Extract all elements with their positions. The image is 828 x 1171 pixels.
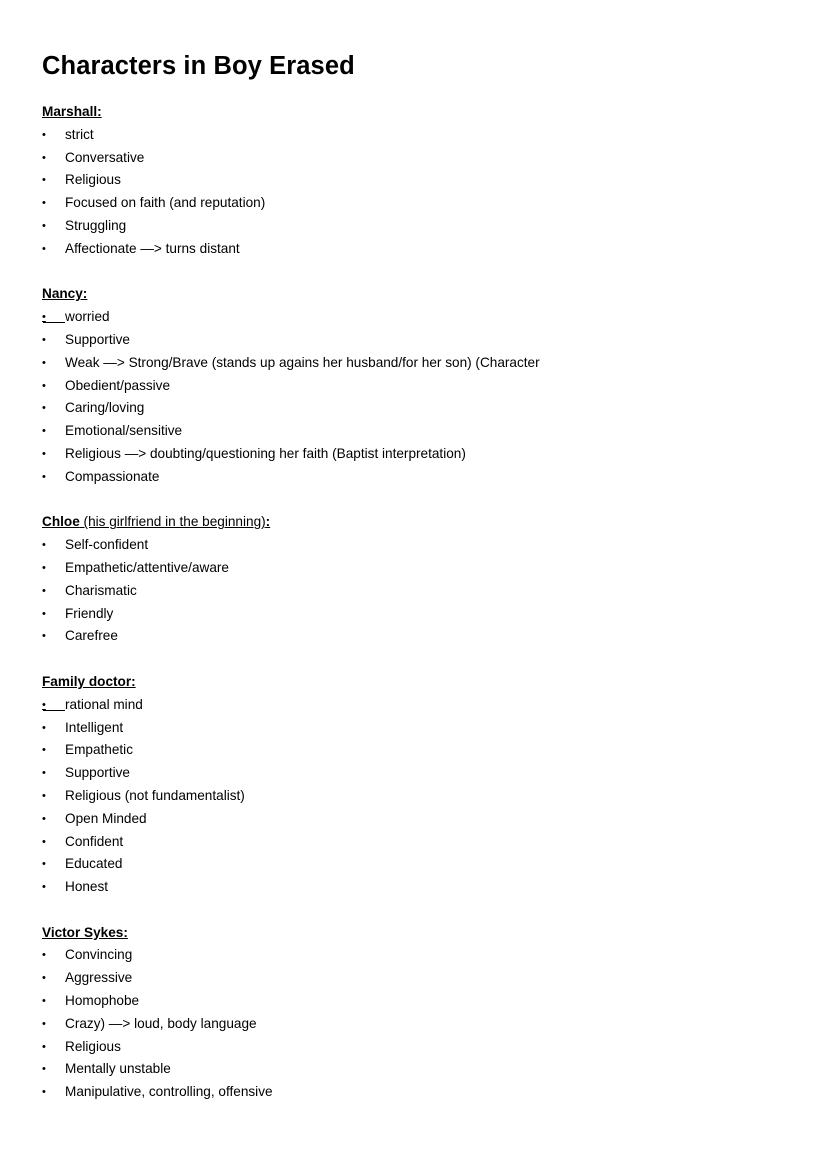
section-chloe <box>42 511 808 648</box>
bullet-icon: • <box>42 1040 46 1053</box>
list-item <box>42 329 808 352</box>
section-nancy <box>42 283 808 488</box>
list-item <box>42 762 808 785</box>
list-item <box>42 306 808 329</box>
bullet-icon: • <box>42 1086 46 1099</box>
bullet-icon: • <box>42 721 46 734</box>
list-item <box>42 1013 808 1036</box>
list-item <box>42 853 808 876</box>
section-heading-nancy <box>42 283 808 306</box>
bullet-icon: • <box>42 767 46 780</box>
bullet-icon: • <box>42 789 46 802</box>
list-item <box>42 603 808 626</box>
list-item-text: Religious <box>65 172 121 188</box>
list-item <box>42 625 808 648</box>
bullet-icon: • <box>42 584 46 597</box>
list-item-text: Compassionate <box>65 468 160 484</box>
list-item-text: Manipulative, controlling, offensive <box>65 1084 273 1100</box>
section-gap <box>42 261 808 284</box>
bullet-icon: • <box>42 128 46 141</box>
list-item-text: Honest <box>65 879 109 895</box>
heading-colon: : <box>265 514 271 530</box>
list-item-text: Religious —> doubting/questioning her faith (Baptist interpretation) <box>65 445 466 461</box>
list-item-text: Open Minded <box>65 810 147 826</box>
list-item-text: Emotional/sensitive <box>65 423 183 439</box>
list-item <box>42 1036 808 1059</box>
bullet-icon: • <box>42 1017 46 1030</box>
bullet-icon: • <box>42 356 46 369</box>
bullet-icon: • <box>42 995 46 1008</box>
section-gap <box>42 899 808 922</box>
list-item-text: Caring/loving <box>65 400 145 416</box>
list-item <box>42 169 808 192</box>
section-heading-family-doctor <box>42 671 808 694</box>
list-item-text: Religious <box>65 1038 121 1054</box>
list-item <box>42 352 808 375</box>
list-item-text: Carefree <box>65 628 118 644</box>
list-item <box>42 534 808 557</box>
document-page <box>42 50 808 1104</box>
trait-list-nancy <box>42 306 808 488</box>
list-item <box>42 1081 808 1104</box>
bullet-icon: • <box>42 744 46 757</box>
list-item-text: rational mind <box>65 696 143 712</box>
section-heading-victor-sykes <box>42 922 808 945</box>
list-item-text: Confident <box>65 833 124 849</box>
list-item-text: Supportive <box>65 765 130 781</box>
list-item-text: Self-confident <box>65 537 149 553</box>
list-item <box>42 215 808 238</box>
list-item <box>42 192 808 215</box>
bullet-icon: • <box>42 881 46 894</box>
list-item <box>42 580 808 603</box>
list-item <box>42 557 808 580</box>
bullet-icon: • <box>42 630 46 643</box>
list-item-text: Convincing <box>65 947 133 963</box>
list-item <box>42 831 808 854</box>
bullet-icon: • <box>42 197 46 210</box>
section-victor-sykes <box>42 922 808 1104</box>
heading-label: Chloe <box>42 514 80 530</box>
list-item-text: Focused on faith (and reputation) <box>65 195 266 211</box>
list-item-text: Aggressive <box>65 970 133 986</box>
bullet-icon: • <box>42 333 46 346</box>
list-item-text: Mentally unstable <box>65 1061 171 1077</box>
list-item-text: Homophobe <box>65 993 140 1009</box>
section-family-doctor <box>42 671 808 899</box>
heading-label: Nancy: <box>42 286 88 302</box>
section-gap <box>42 489 808 512</box>
list-item-text: Supportive <box>65 331 130 347</box>
list-item <box>42 944 808 967</box>
list-item-text: Conversative <box>65 149 145 165</box>
heading-label: Marshall: <box>42 104 102 119</box>
section-gap <box>42 648 808 671</box>
list-item <box>42 1058 808 1081</box>
list-item-text: Crazy) —> loud, body language <box>65 1015 257 1031</box>
bullet-icon: • <box>42 425 46 438</box>
list-item <box>42 785 808 808</box>
list-item <box>42 967 808 990</box>
list-item <box>42 876 808 899</box>
bullet-icon: • <box>42 539 46 552</box>
list-item <box>42 739 808 762</box>
bullet-icon: • <box>42 306 65 329</box>
bullet-icon: • <box>42 470 46 483</box>
list-item <box>42 694 808 717</box>
list-item-text: Empathetic/attentive/aware <box>65 559 229 575</box>
trait-list-marshall <box>42 124 808 261</box>
list-item-text: worried <box>65 309 110 325</box>
list-item-text: Educated <box>65 856 123 872</box>
bullet-icon: • <box>42 835 46 848</box>
list-item-text: Empathetic <box>65 742 134 758</box>
bullet-icon: • <box>42 694 65 717</box>
bullet-icon: • <box>42 151 46 164</box>
list-item <box>42 466 808 489</box>
bullet-icon: • <box>42 972 46 985</box>
bullet-icon: • <box>42 812 46 825</box>
title-spacer <box>42 82 808 101</box>
section-marshall <box>42 101 808 261</box>
list-item-text: Affectionate —> turns distant <box>65 240 240 256</box>
list-item <box>42 124 808 147</box>
list-item <box>42 717 808 740</box>
list-item <box>42 443 808 466</box>
list-item-text: strict <box>65 126 94 142</box>
list-item-text: Struggling <box>65 217 127 233</box>
list-item-text: Intelligent <box>65 719 124 735</box>
bullet-icon: • <box>42 447 46 460</box>
bullet-icon: • <box>42 242 46 255</box>
bullet-icon: • <box>42 174 46 187</box>
heading-label: Victor Sykes: <box>42 924 128 940</box>
heading-label: Family doctor: <box>42 673 136 689</box>
bullet-icon: • <box>42 402 46 415</box>
list-item <box>42 990 808 1013</box>
section-heading-marshall <box>42 101 808 124</box>
section-heading-chloe <box>42 511 808 534</box>
bullet-icon: • <box>42 219 46 232</box>
bullet-icon: • <box>42 379 46 392</box>
list-item <box>42 808 808 831</box>
list-item-text: Weak —> Strong/Brave (stands up agains her husband/for her son) (Character <box>65 354 540 370</box>
bullet-icon: • <box>42 949 46 962</box>
list-item <box>42 397 808 420</box>
list-item <box>42 238 808 261</box>
trait-list-victor-sykes <box>42 944 808 1104</box>
heading-note: (his girlfriend in the beginning) <box>79 514 266 530</box>
list-item-text: Religious (not fundamentalist) <box>65 787 245 803</box>
bullet-icon: • <box>42 607 46 620</box>
trait-list-chloe <box>42 534 808 648</box>
list-item <box>42 147 808 170</box>
list-item-text: Obedient/passive <box>65 377 171 393</box>
page-title: Characters in Boy Erased <box>42 52 355 80</box>
trait-list-family-doctor <box>42 694 808 899</box>
bullet-icon: • <box>42 858 46 871</box>
list-item-text: Charismatic <box>65 582 137 598</box>
list-item <box>42 375 808 398</box>
bullet-icon: • <box>42 561 46 574</box>
list-item <box>42 420 808 443</box>
list-item-text: Friendly <box>65 605 114 621</box>
bullet-icon: • <box>42 1063 46 1076</box>
